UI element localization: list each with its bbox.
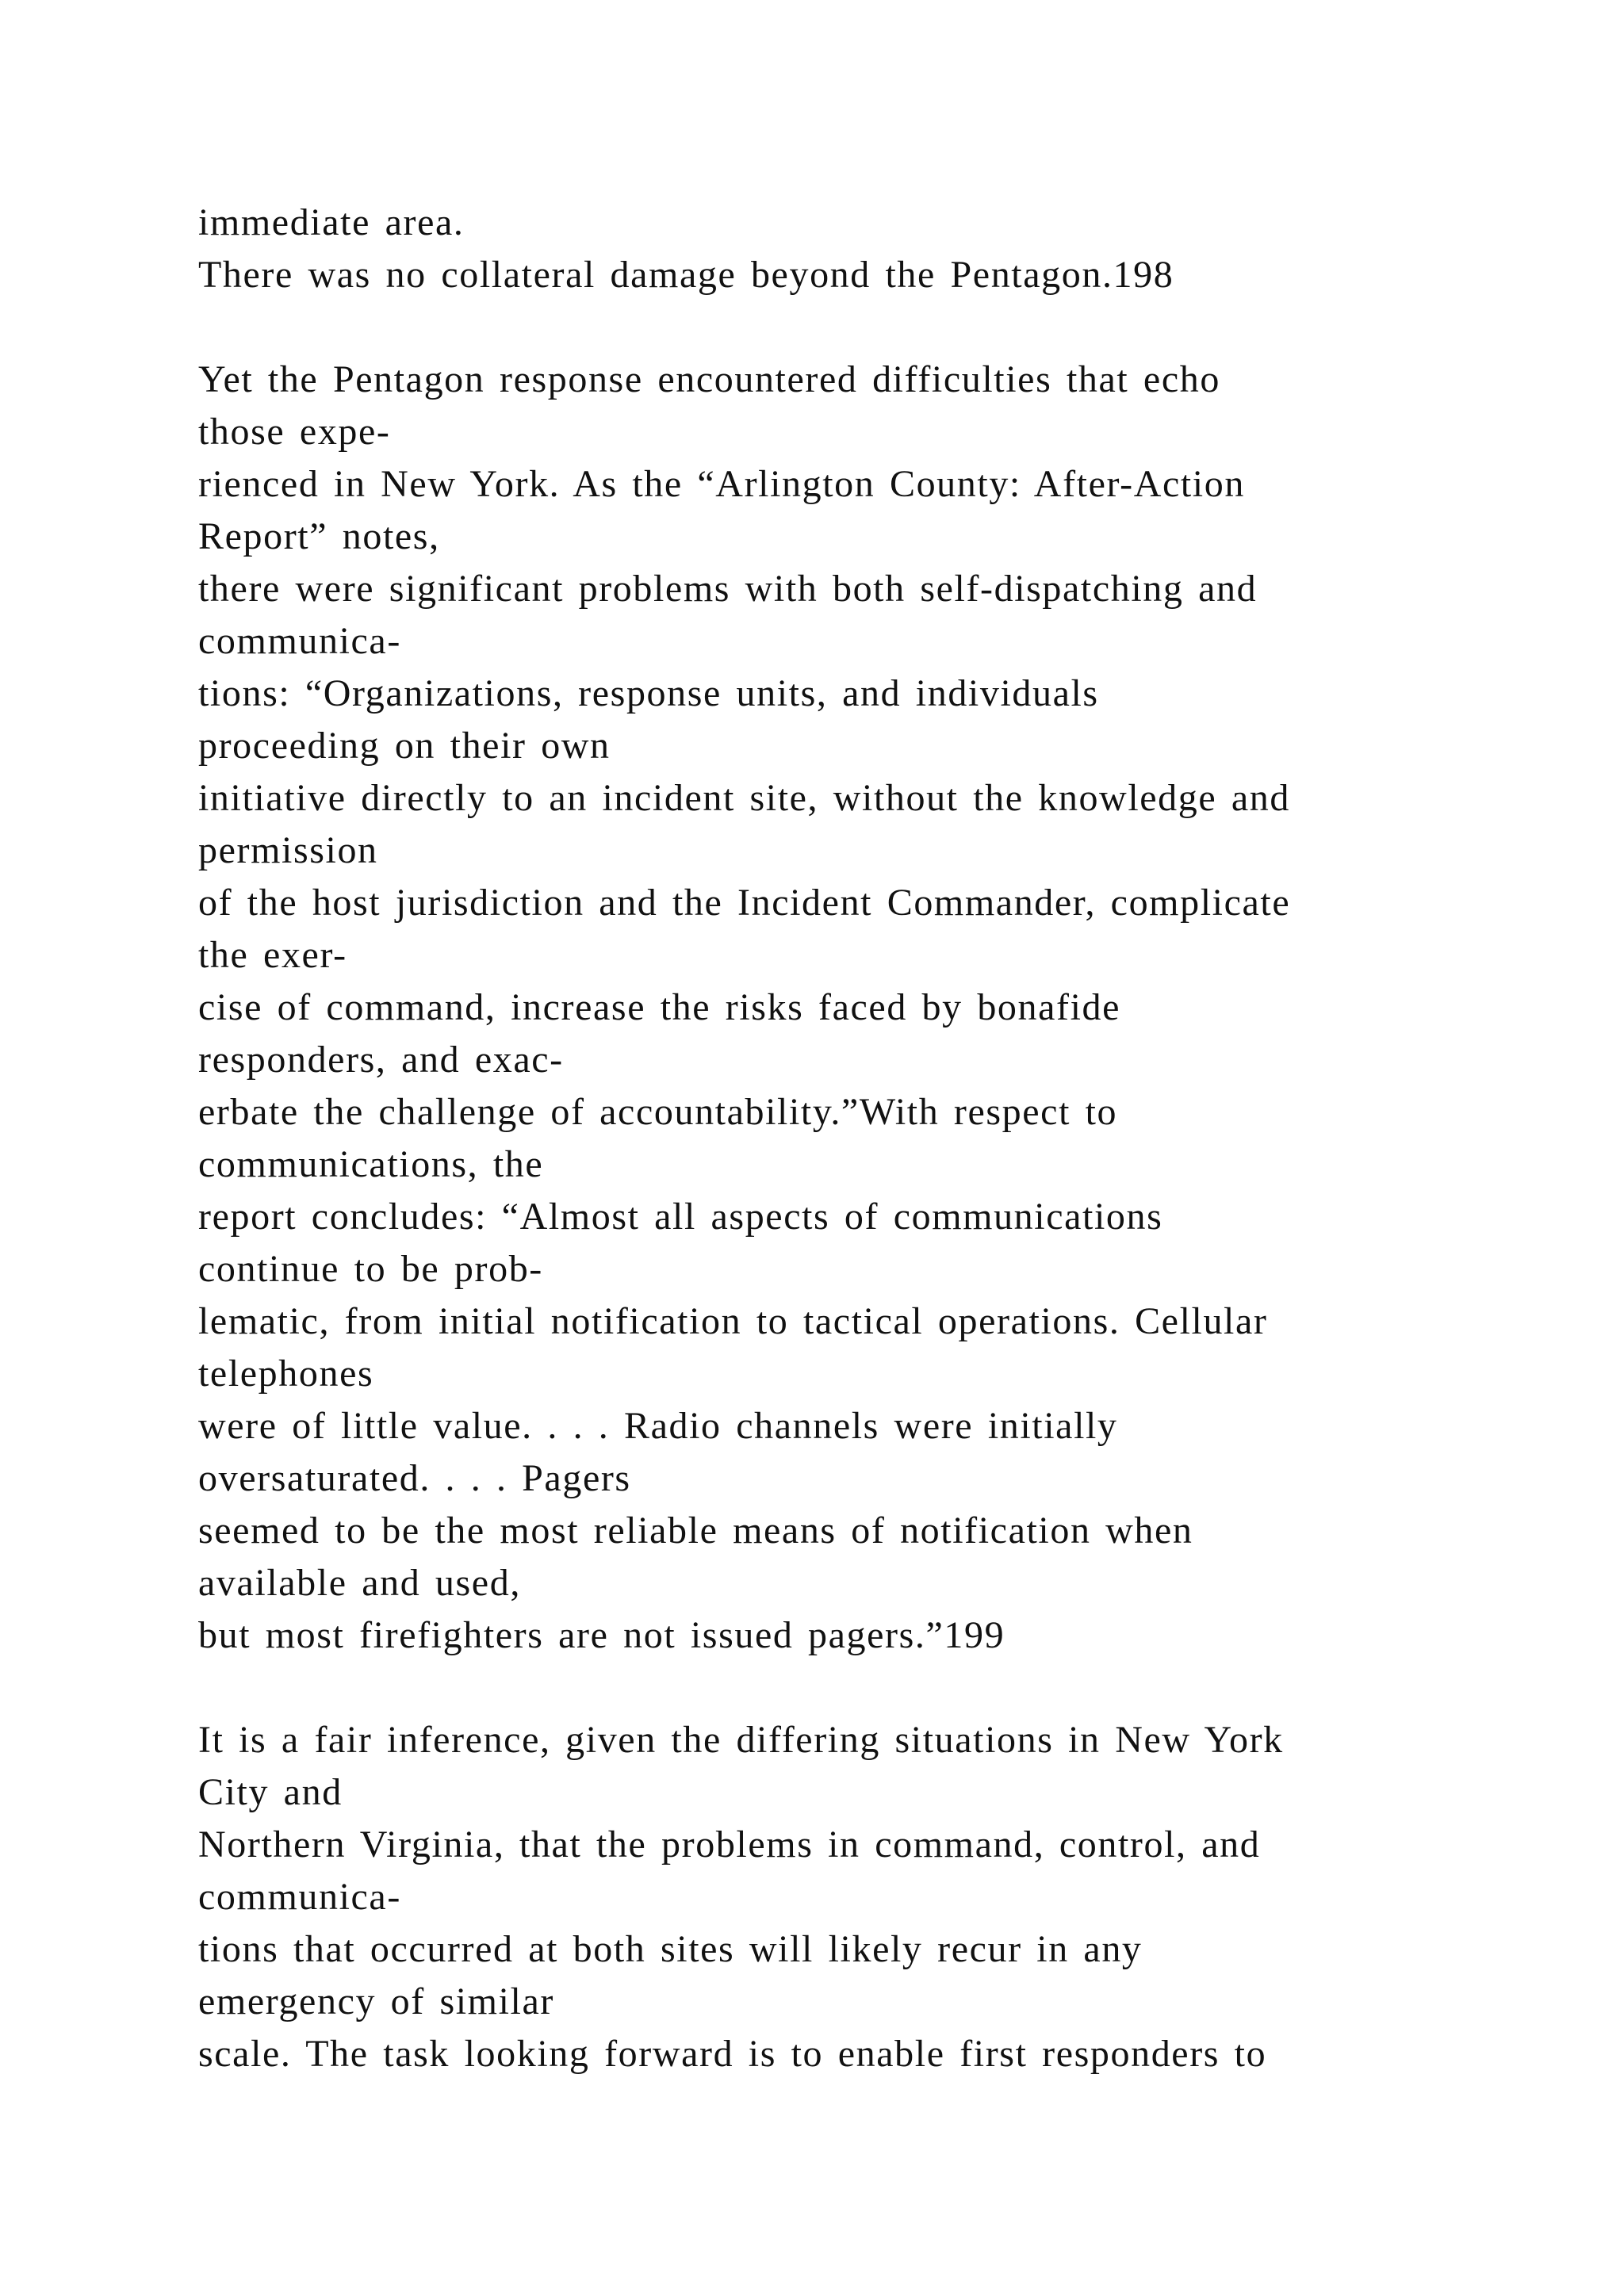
text-line: initiative directly to an incident site, without the knowledge and: [198, 777, 1290, 819]
paragraph-3: [198, 1714, 1546, 2080]
text-line: oversaturated. . . . Pagers: [198, 1457, 631, 1499]
text-line: but most firefighters are not issued pagers.”199: [198, 1614, 1005, 1656]
paragraph-2: [198, 354, 1546, 1662]
text-line: telephones: [198, 1353, 374, 1395]
text-line: There was no collateral damage beyond the Pentagon.198: [198, 254, 1174, 296]
text-line: lematic, from initial notification to tactical operations. Cellular: [198, 1300, 1268, 1342]
text-line: erbate the challenge of accountability.”With respect to: [198, 1091, 1118, 1133]
text-line: proceeding on their own: [198, 725, 611, 767]
body-text: [198, 197, 1546, 2080]
text-line: tions that occurred at both sites will likely recur in any: [198, 1928, 1143, 1970]
text-line: Report” notes,: [198, 515, 440, 557]
text-line: scale. The task looking forward is to enable first responders to: [198, 2033, 1267, 2075]
text-line: communica-: [198, 1876, 401, 1918]
text-line: immediate area.: [198, 201, 465, 243]
text-line: emergency of similar: [198, 1980, 554, 2022]
text-line: continue to be prob-: [198, 1248, 543, 1290]
text-line: tions: “Organizations, response units, and individuals: [198, 672, 1099, 714]
text-line: those expe-: [198, 411, 391, 453]
text-line: City and: [198, 1771, 343, 1813]
text-line: It is a fair inference, given the differing situations in New York: [198, 1719, 1284, 1761]
text-line: communica-: [198, 620, 401, 662]
text-line: permission: [198, 829, 378, 871]
text-line: seemed to be the most reliable means of notification when: [198, 1510, 1193, 1552]
text-line: the exer-: [198, 934, 347, 976]
paragraph-gap: [198, 301, 1546, 354]
text-line: rienced in New York. As the “Arlington County: After-Action: [198, 463, 1245, 505]
text-line: available and used,: [198, 1562, 521, 1604]
text-line: communications, the: [198, 1143, 544, 1185]
text-line: report concludes: “Almost all aspects of communications: [198, 1196, 1163, 1238]
paragraph-gap: [198, 1662, 1546, 1714]
text-line: responders, and exac-: [198, 1039, 564, 1081]
text-line: Yet the Pentagon response encountered difficulties that echo: [198, 358, 1220, 400]
text-line: there were significant problems with both self-dispatching and: [198, 568, 1258, 610]
text-line: cise of command, increase the risks faced by bonafide: [198, 986, 1121, 1028]
paragraph-1: [198, 197, 1546, 301]
text-line: Northern Virginia, that the problems in command, control, and: [198, 1823, 1261, 1866]
text-line: were of little value. . . . Radio channels were initially: [198, 1405, 1118, 1447]
text-line: of the host jurisdiction and the Incident Commander, complicate: [198, 882, 1291, 924]
